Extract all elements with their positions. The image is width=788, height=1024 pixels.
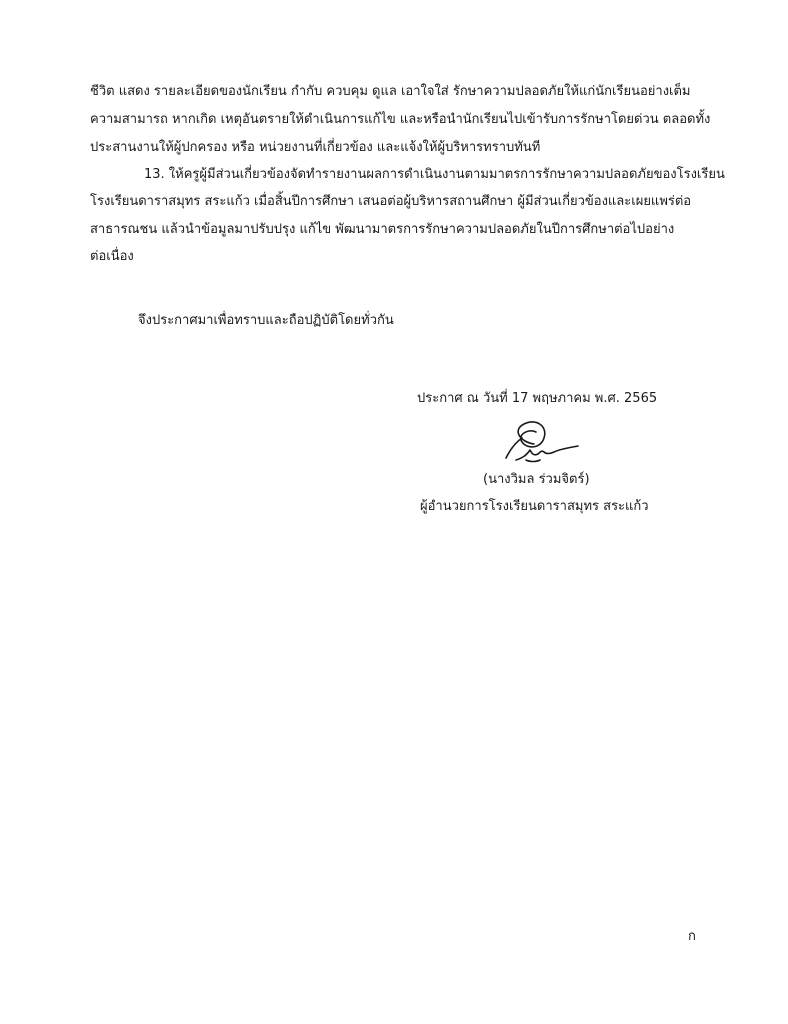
signature-image: [486, 416, 586, 468]
body-line-7: ต่อเนื่อง: [90, 249, 134, 264]
body-line-item-13: 13. ให้ครูผู้มีส่วนเกี่ยวข้องจัดทำรายงานผลการดำเนินงานตามมาตรการรักษาความปลอดภัยของโรงเรียน: [144, 167, 725, 182]
body-line-5: โรงเรียนดาราสมุทร สระแก้ว เมื่อสิ้นปีการศึกษา เสนอต่อผู้บริหารสถานศึกษา ผู้มีส่วนเกี่ยวข้องและเผยแพร่ต่อ: [90, 194, 692, 209]
body-line-6: สาธารณชน แล้วนำข้อมูลมาปรับปรุง แก้ไข พัฒนามาตรการรักษาความปลอดภัยในปีการศึกษาต่อไปอย่าง: [90, 222, 675, 237]
signer-name: (นางวิมล ร่วมจิตร์): [483, 472, 590, 487]
body-line-2: ความสามารถ หากเกิด เหตุอันตรายให้ดำเนินการแก้ไข และหรือนำนักเรียนไปเข้ารับการรักษาโดยด่วน ตลอดทั้ง: [90, 112, 711, 127]
page-number: ก: [688, 929, 696, 944]
body-line-1: ชีวิต แสดง รายละเอียดของนักเรียน กำกับ ควบคุม ดูแล เอาใจใส่ รักษาความปลอดภัยให้แก่นักเรียนอย่างเต็ม: [90, 84, 691, 99]
closing-statement: จึงประกาศมาเพื่อทราบและถือปฏิบัติโดยทั่วกัน: [138, 313, 394, 328]
announcement-date: ประกาศ ณ วันที่ 17 พฤษภาคม พ.ศ. 2565: [417, 391, 658, 406]
signer-title: ผู้อำนวยการโรงเรียนดาราสมุทร สระแก้ว: [420, 499, 649, 514]
body-line-3: ประสานงานให้ผู้ปกครอง หรือ หน่วยงานที่เกี่ยวข้อง และแจ้งให้ผู้บริหารทราบทันที: [90, 140, 541, 155]
